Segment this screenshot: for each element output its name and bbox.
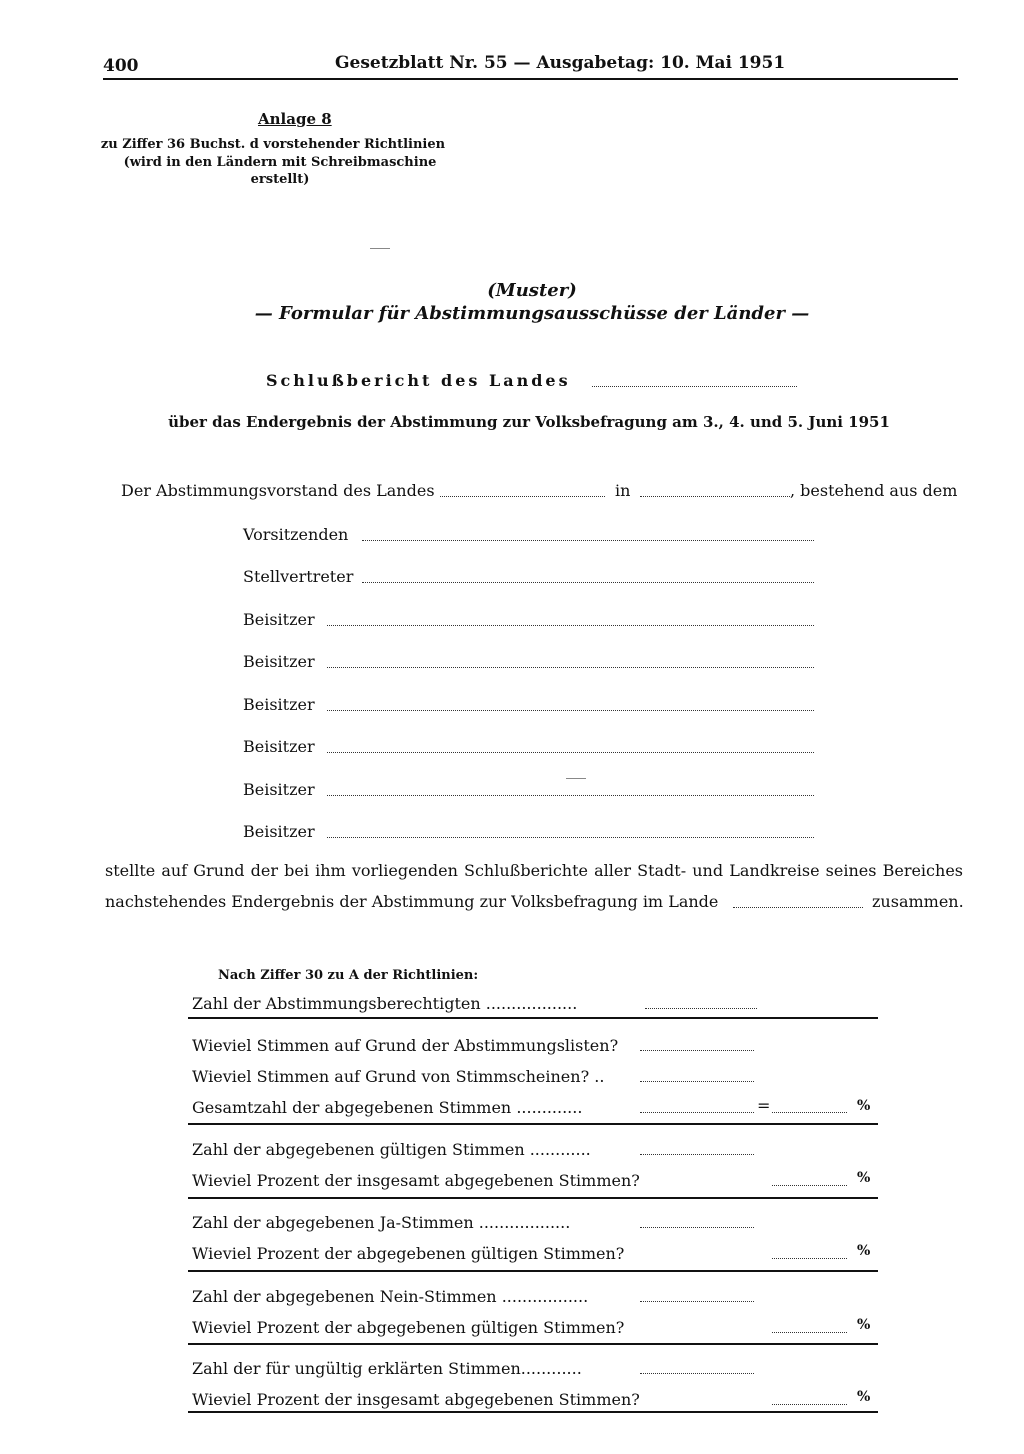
member-field-assessor-4[interactable]: [327, 752, 814, 753]
member-label-chair: Vorsitzenden: [243, 525, 349, 544]
member-field-assessor-6[interactable]: [327, 837, 814, 838]
results-divider: [188, 1270, 878, 1272]
result-field-valid[interactable]: [640, 1154, 754, 1155]
percent-sign: %: [857, 1389, 871, 1405]
member-field-assessor-5[interactable]: [327, 795, 814, 796]
member-field-assessor-1[interactable]: [327, 625, 814, 626]
result-label-no-percent: Wieviel Prozent der abgegebenen gültigen Stimmen?: [192, 1318, 625, 1337]
equals-sign: =: [757, 1096, 771, 1115]
percent-sign: %: [857, 1098, 871, 1114]
result-percent-valid[interactable]: [772, 1185, 847, 1186]
results-divider: [188, 1123, 878, 1125]
annex-label: Anlage 8: [258, 110, 332, 128]
result-label-no: Zahl der abgegebenen Nein-Stimmen .................: [192, 1287, 589, 1306]
result-field-ballots[interactable]: [640, 1081, 754, 1082]
page-number: 400: [103, 56, 139, 76]
intro-text-2: in: [615, 481, 631, 500]
member-label-assessor-4: Beisitzer: [243, 737, 315, 756]
result-field-yes[interactable]: [640, 1227, 754, 1228]
closing-land-field[interactable]: [733, 907, 863, 908]
result-field-total[interactable]: [640, 1112, 754, 1113]
result-field-no[interactable]: [640, 1301, 754, 1302]
result-label-yes-percent: Wieviel Prozent der abgegebenen gültigen Stimmen?: [192, 1244, 625, 1263]
report-title: Schlußbericht des Landes: [266, 371, 571, 390]
intro-text-3: , bestehend aus dem: [790, 481, 958, 500]
closing-line-1: stellte auf Grund der bei ihm vorliegenden Schlußberichte aller Stadt- und Landkreise seines Bereiches: [105, 861, 963, 880]
result-label-total: Gesamtzahl der abgegebenen Stimmen .............: [192, 1098, 583, 1117]
member-label-assessor-5: Beisitzer: [243, 780, 315, 799]
result-label-invalid: Zahl der für ungültig erklärten Stimmen............: [192, 1359, 582, 1378]
result-label-invalid-percent: Wieviel Prozent der insgesamt abgegebenen Stimmen?: [192, 1390, 640, 1409]
results-divider: [188, 1017, 878, 1019]
annex-line-2: (wird in den Ländern mit Schreibmaschine: [123, 155, 437, 170]
annex-line-3: erstellt): [250, 172, 310, 187]
intro-text-1: Der Abstimmungsvorstand des Landes: [121, 481, 435, 500]
percent-sign: %: [857, 1170, 871, 1186]
result-label-valid-percent: Wieviel Prozent der insgesamt abgegebenen Stimmen?: [192, 1171, 640, 1190]
intro-land-field[interactable]: [440, 496, 605, 497]
member-label-assessor-2: Beisitzer: [243, 652, 315, 671]
print-mark: [370, 248, 390, 249]
result-percent-yes[interactable]: [772, 1258, 847, 1259]
percent-sign: %: [857, 1317, 871, 1333]
percent-sign: %: [857, 1243, 871, 1259]
header-rule: [103, 78, 958, 80]
member-field-chair[interactable]: [362, 540, 814, 541]
print-mark: [566, 778, 586, 779]
member-label-assessor-1: Beisitzer: [243, 610, 315, 629]
results-bottom-rule: [188, 1411, 878, 1413]
result-label-lists: Wieviel Stimmen auf Grund der Abstimmungslisten?: [192, 1036, 619, 1055]
closing-line-2: nachstehendes Endergebnis der Abstimmung zur Volksbefragung im Lande: [105, 892, 719, 911]
result-percent-total[interactable]: [772, 1112, 847, 1113]
result-field-invalid[interactable]: [640, 1373, 754, 1374]
annex-line-1: zu Ziffer 36 Buchst. d vorstehender Richtlinien: [100, 137, 446, 152]
result-label-valid: Zahl der abgegebenen gültigen Stimmen ............: [192, 1140, 591, 1159]
result-percent-no[interactable]: [772, 1332, 847, 1333]
muster-label: (Muster): [487, 280, 577, 301]
results-section-title: Nach Ziffer 30 zu A der Richtlinien:: [218, 968, 479, 983]
closing-line-2-end: zusammen.: [872, 892, 964, 911]
result-percent-invalid[interactable]: [772, 1404, 847, 1405]
intro-place-field[interactable]: [640, 496, 790, 497]
report-subtitle: über das Endergebnis der Abstimmung zur Volksbefragung am 3., 4. und 5. Juni 1951: [168, 413, 890, 431]
member-field-assessor-3[interactable]: [327, 710, 814, 711]
result-label-ballots: Wieviel Stimmen auf Grund von Stimmscheinen? ..: [192, 1067, 605, 1086]
member-field-assessor-2[interactable]: [327, 667, 814, 668]
results-divider: [188, 1197, 878, 1199]
results-divider: [188, 1343, 878, 1345]
result-label-eligible: Zahl der Abstimmungsberechtigten ..................: [192, 994, 578, 1013]
form-subtitle: — Formular für Abstimmungsausschüsse der Länder —: [254, 303, 810, 324]
result-field-lists[interactable]: [640, 1050, 754, 1051]
member-label-deputy: Stellvertreter: [243, 567, 354, 586]
gazette-header: Gesetzblatt Nr. 55 — Ausgabetag: 10. Mai 1951: [335, 53, 786, 73]
member-field-deputy[interactable]: [362, 582, 814, 583]
result-field-eligible[interactable]: [645, 1008, 757, 1009]
land-field[interactable]: [592, 386, 797, 387]
member-label-assessor-6: Beisitzer: [243, 822, 315, 841]
member-label-assessor-3: Beisitzer: [243, 695, 315, 714]
result-label-yes: Zahl der abgegebenen Ja-Stimmen ..................: [192, 1213, 571, 1232]
